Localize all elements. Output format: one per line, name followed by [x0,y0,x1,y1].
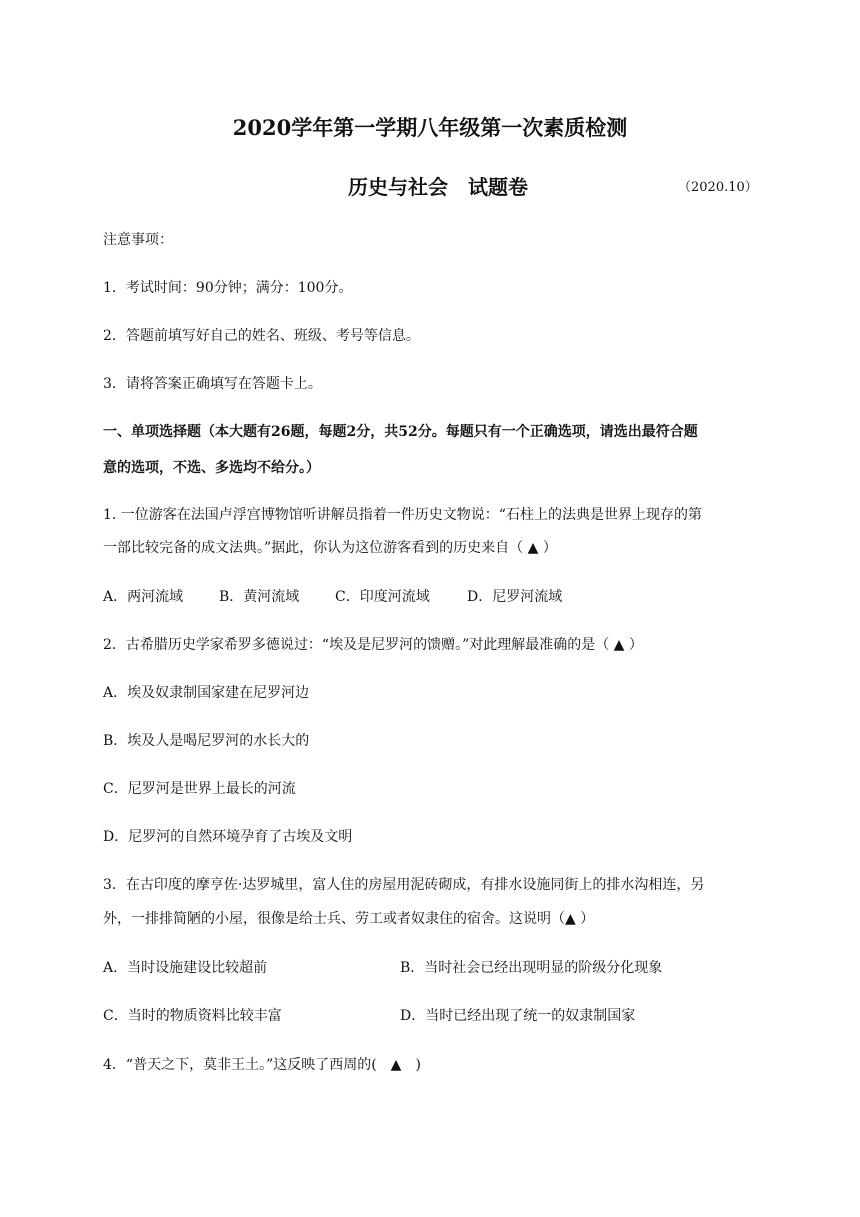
note-item: 2．答题前填写好自己的姓名、班级、考号等信息。 [103,328,420,344]
question-1-option-d: D．尼罗河流域 [467,589,563,605]
question-1-stem-cont: 一部比较完备的成文法典。”据此，你认为这位游客看到的历史来自（ ▲ ） [103,540,557,556]
question-3-option-c: C．当时的物质资料比较丰富 [103,1008,282,1024]
question-1-option-a: A．两河流域 [103,589,184,605]
section-heading: 一、单项选择题（本大题有26题，每题2分，共52分。每题只有一个正确选项，请选出最符合题 [103,424,698,440]
question-2-option-d: D．尼罗河的自然环境孕育了古埃及文明 [103,829,353,845]
question-1-option-c: C．印度河流域 [335,589,430,605]
question-2-stem: 2．古希腊历史学家希罗多德说过：“埃及是尼罗河的馈赠。”对此理解最准确的是（ ▲ ） [103,637,643,653]
question-3-option-d: D．当时已经出现了统一的奴隶制国家 [400,1008,636,1024]
question-1-option-b: B．黄河流域 [219,589,300,605]
question-2-option-c: C．尼罗河是世界上最长的河流 [103,781,296,797]
notes-heading: 注意事项： [103,232,173,248]
question-2-option-b: B．埃及人是喝尼罗河的水长大的 [103,733,310,749]
question-3-option-b: B．当时社会已经出现明显的阶级分化现象 [400,960,663,976]
note-item: 3．请将答案正确填写在答题卡上。 [103,376,322,392]
exam-subtitle: 历史与社会 试题卷 [348,175,528,199]
question-2-option-a: A．埃及奴隶制国家建在尼罗河边 [103,685,310,701]
question-1-stem: 1. 一位游客在法国卢浮宫博物馆听讲解员指着一件历史文物说：“石柱上的法典是世界上现存的第 [103,507,702,523]
question-3-option-a: A．当时设施建设比较超前 [103,960,268,976]
question-4-stem: 4．“普天之下，莫非王土。”这反映了西周的( ▲ ) [103,1057,421,1073]
exam-date: （2020.10） [678,180,758,195]
note-item: 1．考试时间：90分钟；满分：100分。 [103,280,353,296]
exam-title: 2020学年第一学期八年级第一次素质检测 [232,115,628,140]
question-3-stem-cont: 外，一排排简陋的小屋，很像是给士兵、劳工或者奴隶住的宿舍。这说明（▲ ） [103,911,595,927]
section-heading-cont: 意的选项，不选、多选均不给分。） [103,460,320,476]
question-3-stem: 3．在古印度的摩亨佐·达罗城里，富人住的房屋用泥砖砌成，有排水设施同街上的排水沟相连，另 [103,877,705,893]
